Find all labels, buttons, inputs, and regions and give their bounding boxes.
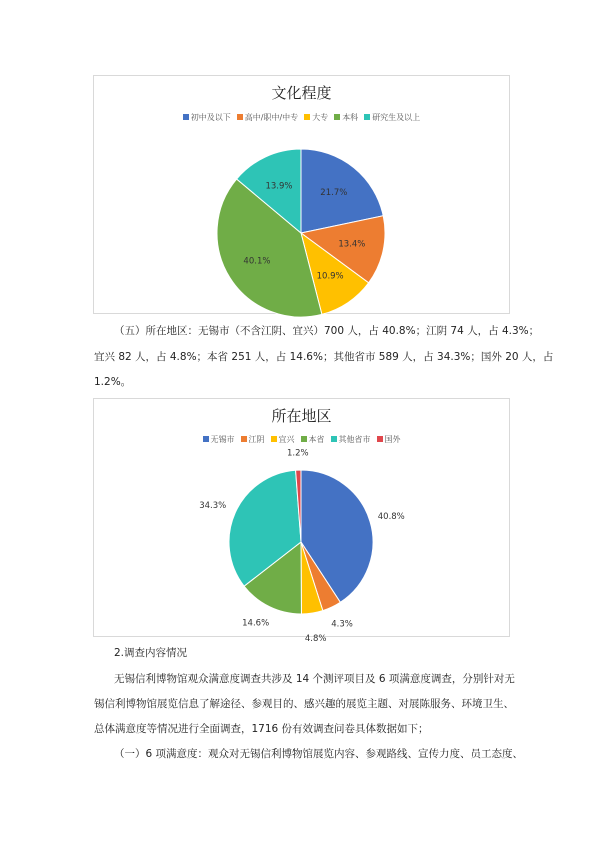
region-paragraph-line-1: （五）所在地区：无锡市（不含江阴、宜兴）700 人，占 40.8%；江阴 74 人，占 4.3%； (114, 325, 540, 337)
survey-paragraph-line-3: 总体满意度等情况进行全面调查，1716 份有效调查问卷具体数据如下； (94, 723, 429, 735)
survey-paragraph-line-1: 无锡信利博物馆观众满意度调查共涉及 14 个测评项目及 6 项满意度调查，分别针对无 (114, 673, 515, 685)
data-label: 21.7% (320, 188, 348, 199)
data-label: 14.6% (242, 618, 270, 629)
legend-label: 高中/职中/中专 (244, 113, 299, 122)
data-label: 4.8% (304, 633, 327, 644)
pie-chart (94, 399, 509, 644)
legend-label: 无锡市 (210, 435, 235, 444)
chart-title: 所在地区 (271, 407, 332, 425)
data-label: 40.8% (377, 511, 405, 522)
data-label: 4.3% (331, 619, 353, 630)
legend-label: 本科 (342, 113, 359, 122)
legend-label: 宜兴 (278, 435, 295, 444)
legend-label: 其他省市 (338, 435, 371, 444)
data-label: 1.2% (286, 448, 309, 459)
legend-label: 大专 (312, 113, 329, 122)
data-label: 13.9% (265, 181, 293, 192)
legend-label: 国外 (384, 435, 401, 444)
section-heading: 2.调查内容情况 (114, 647, 188, 659)
legend-label: 研究生及以上 (372, 113, 421, 122)
education-chart (93, 75, 510, 314)
region-paragraph-line-2: 宜兴 82 人，占 4.8%；本省 251 人，占 14.6%；其他省市 589 人，占 34.3%；国外 20 人，占 (94, 351, 554, 363)
data-label: 10.9% (316, 271, 344, 282)
chart-title: 文化程度 (271, 84, 332, 102)
region-paragraph-line-3: 1.2%。 (94, 376, 132, 388)
data-label: 40.1% (243, 256, 271, 267)
legend-label: 初中及以下 (190, 113, 231, 122)
data-label: 13.4% (338, 239, 366, 250)
region-chart (93, 398, 510, 644)
data-label: 34.3% (199, 500, 227, 511)
legend-label: 江阴 (248, 435, 265, 444)
survey-paragraph-line-2: 锡信利博物馆展览信息了解途径、参观目的、感兴趣的展览主题、对展陈服务、环境卫生、 (94, 698, 514, 710)
six-item-paragraph: （一）6 项满意度：观众对无锡信利博物馆展览内容、参观路线、宣传力度、员工态度、 (114, 748, 524, 760)
legend-label: 本省 (308, 435, 325, 444)
pie-chart (94, 76, 509, 313)
